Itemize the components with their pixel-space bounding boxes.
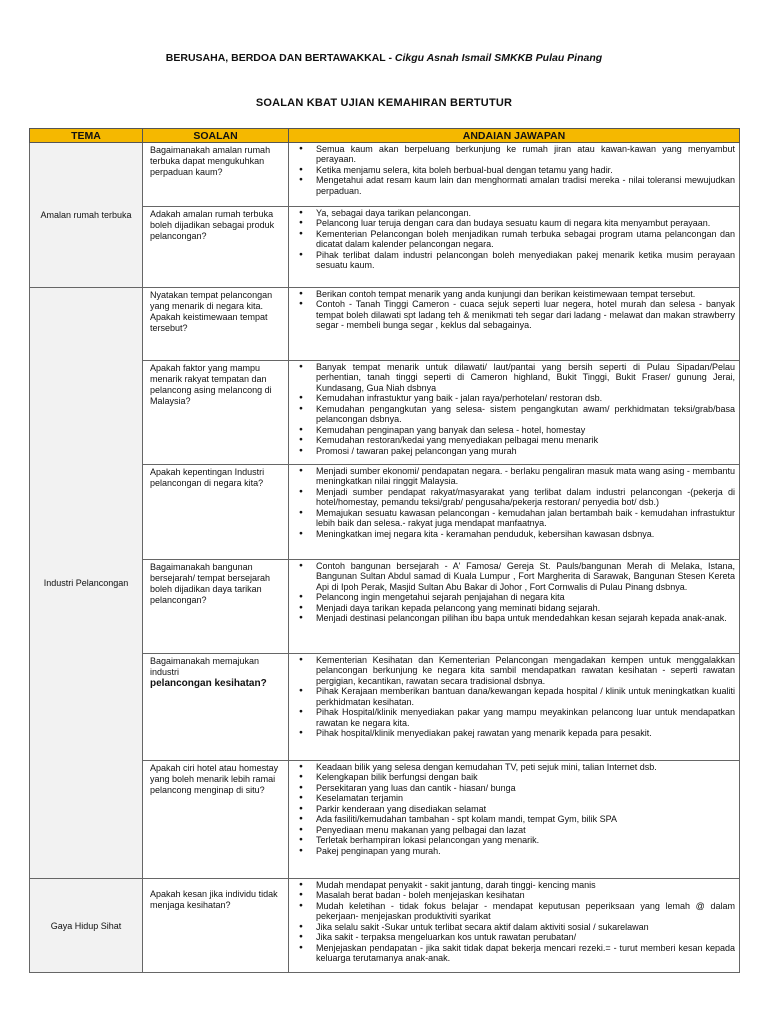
- answer-list: [289, 144, 735, 196]
- soalan-cell: Bagaimanakah amalan rumah terbuka dapat mengukuhkan perpaduan kaum?: [143, 143, 289, 207]
- jawapan-cell: [289, 761, 740, 879]
- answer-item: ● Mudah keletihan - tidak fokus belajar - mendapat keputusan peperiksaan yang lemah @ dalam pekerjaan- menjejaskan produktiviti syarikat: [289, 901, 735, 922]
- document-title: SOALAN KBAT UJIAN KEMAHIRAN BERTUTUR: [255, 97, 513, 109]
- answer-item: ● Promosi / tawaran pakej pelancongan yang murah: [289, 446, 735, 456]
- answer-item: ● Keselamatan terjamin: [289, 793, 735, 803]
- answer-item: ● Jika sakit - terpaksa mengeluarkan kos untuk rawatan perubatan/: [289, 932, 735, 942]
- table-row: [30, 288, 740, 361]
- soalan-cell: Adakah amalan rumah terbuka boleh dijadikan sebagai produk pelancongan?: [143, 207, 289, 288]
- soalan-cell: Apakah ciri hotel atau homestay yang boleh menarik lebih ramai pelancong menginap di situ?: [143, 761, 289, 879]
- header-author: Cikgu Asnah Ismail SMKKB Pulau Pinang: [394, 52, 603, 64]
- answer-item: ● Mengetahui adat resam kaum lain dan menghormati amalan tradisi mereka - nilai toleransi mewujudkan perpaduan.: [289, 175, 735, 196]
- answer-item: ● Pelancong luar teruja dengan cara dan budaya sesuatu kaum di negara kita menyambut perayaan.: [289, 218, 735, 228]
- answer-item: ● Terletak berhampiran lokasi pelancongan yang menarik.: [289, 835, 735, 845]
- table-row: [30, 879, 740, 973]
- answer-item: ● Pihak Hospital/klinik menyediakan pakar yang mampu meyakinkan pelancong luar untuk mendapatkan rawatan ke negara kita.: [289, 707, 735, 728]
- answer-item: ● Semua kaum akan berpeluang berkunjung ke rumah jiran atau kawan-kawan yang menyambut perayaan.: [289, 144, 735, 165]
- answer-item: ● Pihak Kerajaan memberikan bantuan dana/kewangan kepada hospital / klinik untuk meningkatkan kualiti perkhidmatan kesihatan.: [289, 686, 735, 707]
- answer-item: ● Banyak tempat menarik untuk dilawati/ laut/pantai yang bersih seperti di Pulau Sipadan/Pelau perhentian, tanah tinggi seperti di Cameron highland, Bukit Tinggi, Bukit Fraser/ gunung Jerai, Kundasang, Gua Niah dsbnya: [289, 362, 735, 393]
- tema-cell: Amalan rumah terbuka: [30, 143, 143, 288]
- column-header-jawapan: ANDAIAN JAWAPAN: [289, 129, 740, 143]
- jawapan-cell: [289, 143, 740, 207]
- answer-item: ● Kelengkapan bilik berfungsi dengan baik: [289, 772, 735, 782]
- answer-item: ● Memajukan sesuatu kawasan pelancongan - kemudahan jalan bertambah baik - kemudahan infrastuktur lebih baik dan selesa.- rakyat juga mendapat manfaatnya.: [289, 508, 735, 529]
- answer-item: ● Kementerian Pelancongan boleh menjadikan rumah terbuka sebagai program utama pelancongan dan dicatat dalam kalender pelancongan negara.: [289, 229, 735, 250]
- answer-item: ● Contoh - Tanah Tinggi Cameron - cuaca sejuk seperti luar negera, hotel murah dan selesa - banyak tempat boleh dilawati spt ladang teh & menikmati teh segar dari ladang - melawat dan makan strawberry segar - membeli bunga segar , keklus dal sebagainya.: [289, 299, 735, 330]
- answer-item: ● Menjadi destinasi pelancongan pilihan ibu bapa untuk mendedahkan kesan sejarah kepada anak-anak.: [289, 613, 735, 623]
- soalan-lead-text: Bagaimanakah memajukan industri: [150, 656, 260, 677]
- answer-list: [289, 466, 735, 539]
- table-header-row: [30, 129, 740, 143]
- answer-item: ● Kemudahan restoran/kedai yang menyediakan pelbagai menu menarik: [289, 435, 735, 445]
- jawapan-cell: [289, 361, 740, 465]
- page-header: [0, 52, 768, 64]
- answer-item: ● Pihak hospital/klinik menyediakan pakej rawatan yang menarik kepada para pesakit.: [289, 728, 735, 738]
- answer-item: ● Parkir kenderaan yang disediakan selamat: [289, 804, 735, 814]
- soalan-cell: Apakah kepentingan Industri pelancongan di negara kita?: [143, 465, 289, 560]
- table-row: [30, 143, 740, 207]
- answer-item: ● Contoh bangunan bersejarah - A' Famosa/ Gereja St. Pauls/bangunan Merah di Melaka, Istana, Bangunan Sultan Abdul samad di Kuala Lumpur , Fort Margherita di Sarawak, Bangunan Stesen Kereta Api di Ipoh Perak, Masjid Sultan Abu Bakar di Johor , Fort Cornwalis di Pulau Pinang dsbnya.: [289, 561, 735, 592]
- jawapan-cell: [289, 288, 740, 361]
- column-header-soalan: SOALAN: [143, 129, 289, 143]
- answer-item: ● Pihak terlibat dalam industri pelancongan boleh menyediakan pakej menarik ketika musim perayaan sesuatu kaum.: [289, 250, 735, 271]
- soalan-cell: [143, 654, 289, 761]
- jawapan-cell: [289, 465, 740, 560]
- answer-item: ● Persekitaran yang luas dan cantik - hiasan/ bunga: [289, 783, 735, 793]
- soalan-emphasis-text: pelancongan kesihatan?: [150, 678, 267, 689]
- answer-item: ● Meningkatkan imej negara kita - keramahan penduduk, kebersihan kawasan dsbnya.: [289, 529, 735, 539]
- kbat-table: [29, 128, 740, 973]
- jawapan-cell: [289, 560, 740, 654]
- answer-list: [289, 362, 735, 456]
- answer-item: ● Menjadi sumber pendapat rakyat/masyarakat yang terlibat dalam industri pelancongan -(pekerja di hotel/homestay, pemandu teksi/grab/ pengusaha/pekerja restoran/ penyedia bot/ dsb.): [289, 487, 735, 508]
- answer-list: [289, 208, 735, 271]
- answer-item: ● Penyediaan menu makanan yang pelbagai dan lazat: [289, 825, 735, 835]
- answer-list: [289, 561, 735, 624]
- column-header-tema: TEMA: [30, 129, 143, 143]
- soalan-cell: Apakah kesan jika individu tidak menjaga kesihatan?: [143, 879, 289, 973]
- answer-item: ● Menjadi daya tarikan kepada pelancong yang meminati bidang sejarah.: [289, 603, 735, 613]
- answer-item: ● Kemudahan pengangkutan yang selesa- sistem pengangkutan awam/ perkhidmatan teksi/grab/basa pelancongan dsbnya.: [289, 404, 735, 425]
- answer-list: [289, 762, 735, 856]
- soalan-cell: Bagaimanakah bangunan bersejarah/ tempat bersejarah boleh dijadikan daya tarikan pelancongan?: [143, 560, 289, 654]
- jawapan-cell: [289, 879, 740, 973]
- header-separator: -: [385, 52, 395, 64]
- answer-item: ● Jika selalu sakit -Sukar untuk terlibat secara aktif dalam aktiviti sosial / sukarelawan: [289, 922, 735, 932]
- answer-item: ● Mudah mendapat penyakit - sakit jantung, darah tinggi- kencing manis: [289, 880, 735, 890]
- answer-list: [289, 289, 735, 331]
- soalan-cell: Apakah faktor yang mampu menarik rakyat tempatan dan pelancong asing melancong di Malaysia?: [143, 361, 289, 465]
- answer-item: ● Menjejaskan pendapatan - jika sakit tidak dapat bekerja mencari rezeki.= - turut memberi kesan kepada keluarga terutamanya anak-anak.: [289, 943, 735, 964]
- tema-cell: Gaya Hidup Sihat: [30, 879, 143, 973]
- answer-list: [289, 880, 735, 964]
- answer-item: ● Berikan contoh tempat menarik yang anda kunjungi dan berikan keistimewaan tempat tersebut.: [289, 289, 735, 299]
- answer-item: ● Ada fasiliti/kemudahan tambahan - spt kolam mandi, tempat Gym, bilik SPA: [289, 814, 735, 824]
- answer-item: ● Keadaan bilik yang selesa dengan kemudahan TV, peti sejuk mini, talian Internet dsb.: [289, 762, 735, 772]
- answer-item: ● Pelancong ingin mengetahui sejarah penjajahan di negara kita: [289, 592, 735, 602]
- answer-item: ● Kemudahan infrastuktur yang baik - jalan raya/perhotelan/ restoran dsb.: [289, 393, 735, 403]
- answer-item: ● Pakej penginapan yang murah.: [289, 846, 735, 856]
- jawapan-cell: [289, 207, 740, 288]
- answer-item: ● Menjadi sumber ekonomi/ pendapatan negara. - berlaku pengaliran masuk mata wang asing - membantu meningkatkan nilai ringgit Malaysia.: [289, 466, 735, 487]
- tema-cell: Industri Pelancongan: [30, 288, 143, 879]
- answer-list: [289, 655, 735, 739]
- answer-item: ● Ketika menjamu selera, kita boleh berbual-bual dengan tetamu yang hadir.: [289, 165, 735, 175]
- answer-item: ● Kemudahan penginapan yang banyak dan selesa - hotel, homestay: [289, 425, 735, 435]
- soalan-cell: Nyatakan tempat pelancongan yang menarik di negara kita. Apakah keistimewaan tempat tersebut?: [143, 288, 289, 361]
- answer-item: ● Ya, sebagai daya tarikan pelancongan.: [289, 208, 735, 218]
- answer-item: ● Masalah berat badan - boleh menjejaskan kesihatan: [289, 890, 735, 900]
- answer-item: ● Kementerian Kesihatan dan Kementerian Pelancongan mengadakan kempen untuk menggalakkan pelancongan berkunjung ke negara kita sambil mendapatkan rawatan kesihatan - seperti rawatan pergigian, kecantikan, rawatan secara tradisional dsbnya.: [289, 655, 735, 686]
- jawapan-cell: [289, 654, 740, 761]
- header-motto: BERUSAHA, BERDOA DAN BERTAWAKKAL: [165, 52, 386, 64]
